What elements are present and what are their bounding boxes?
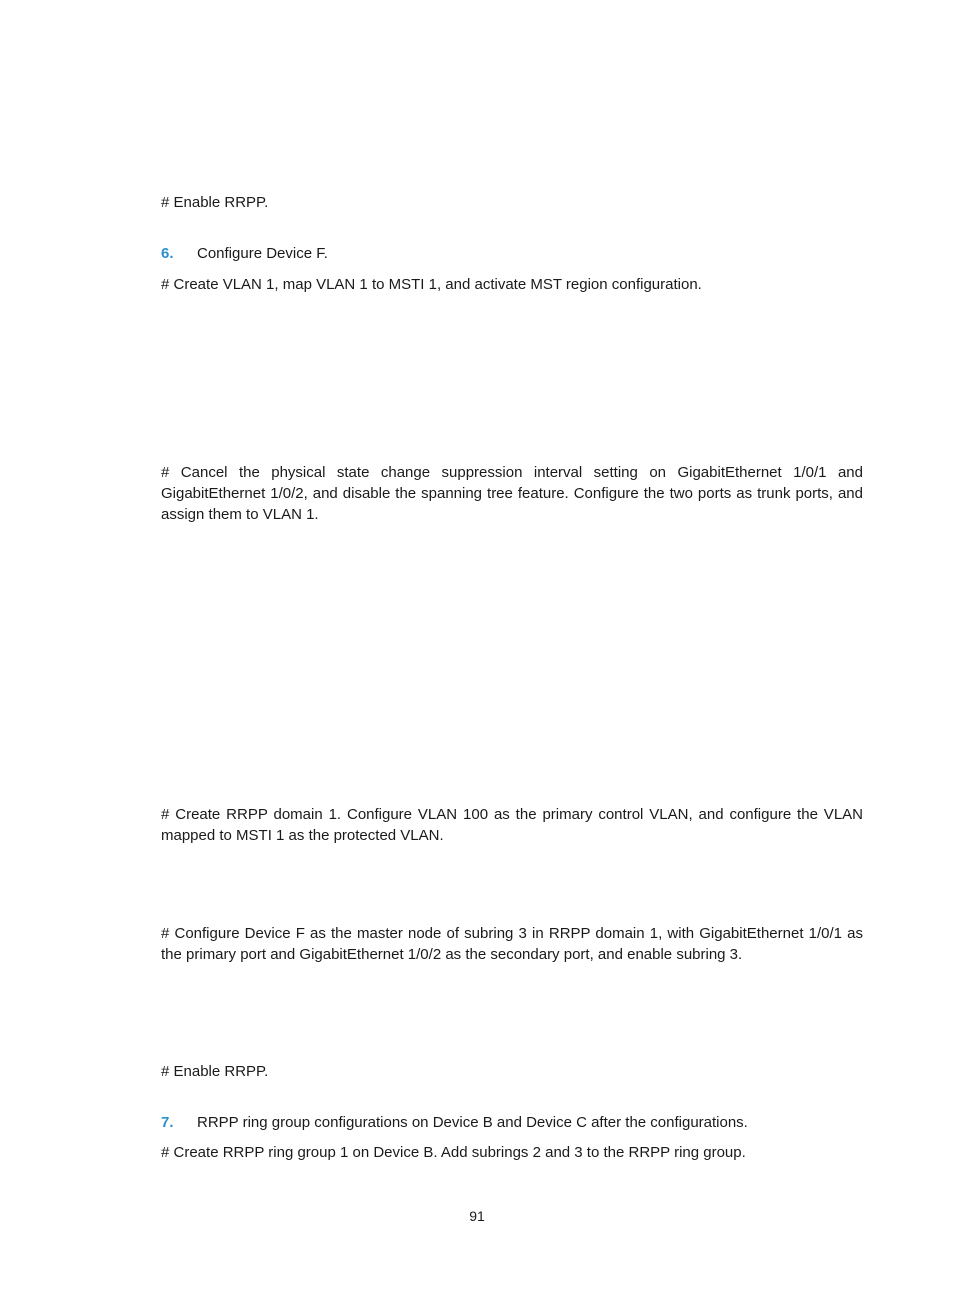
step-6-text: Configure Device F. xyxy=(197,245,328,262)
step-7-number: 7. xyxy=(161,1114,174,1131)
step-7-text: RRPP ring group configurations on Device B and Device C after the configurations. xyxy=(197,1114,748,1131)
create-domain-text: # Create RRPP domain 1. Configure VLAN 100 as the primary control VLAN, and configure the VLAN mapped to MSTI 1 as the protected VLAN. xyxy=(161,806,863,844)
create-ring-group-text: # Create RRPP ring group 1 on Device B. Add subrings 2 and 3 to the RRPP ring group. xyxy=(161,1144,746,1161)
step-6-number: 6. xyxy=(161,245,174,262)
page-number: 91 xyxy=(469,1208,485,1224)
step-6 xyxy=(161,243,328,264)
cancel-suppression-text: # Cancel the physical state change suppression interval setting on GigabitEthernet 1/0/1 and GigabitEthernet 1/0/2, and disable the spanning tree feature. Configure the two ports as trunk ports, and assign them to VLAN 1. xyxy=(161,464,863,523)
step-7 xyxy=(161,1112,748,1133)
enable-rrpp-text-2: # Enable RRPP. xyxy=(161,1063,269,1080)
enable-rrpp-text-1: # Enable RRPP. xyxy=(161,194,269,211)
create-vlan-text: # Create VLAN 1, map VLAN 1 to MSTI 1, and activate MST region configuration. xyxy=(161,276,702,293)
configure-master-text: # Configure Device F as the master node of subring 3 in RRPP domain 1, with GigabitEthernet 1/0/1 as the primary port and GigabitEthernet 1/0/2 as the secondary port, and enable subring 3. xyxy=(161,925,863,963)
